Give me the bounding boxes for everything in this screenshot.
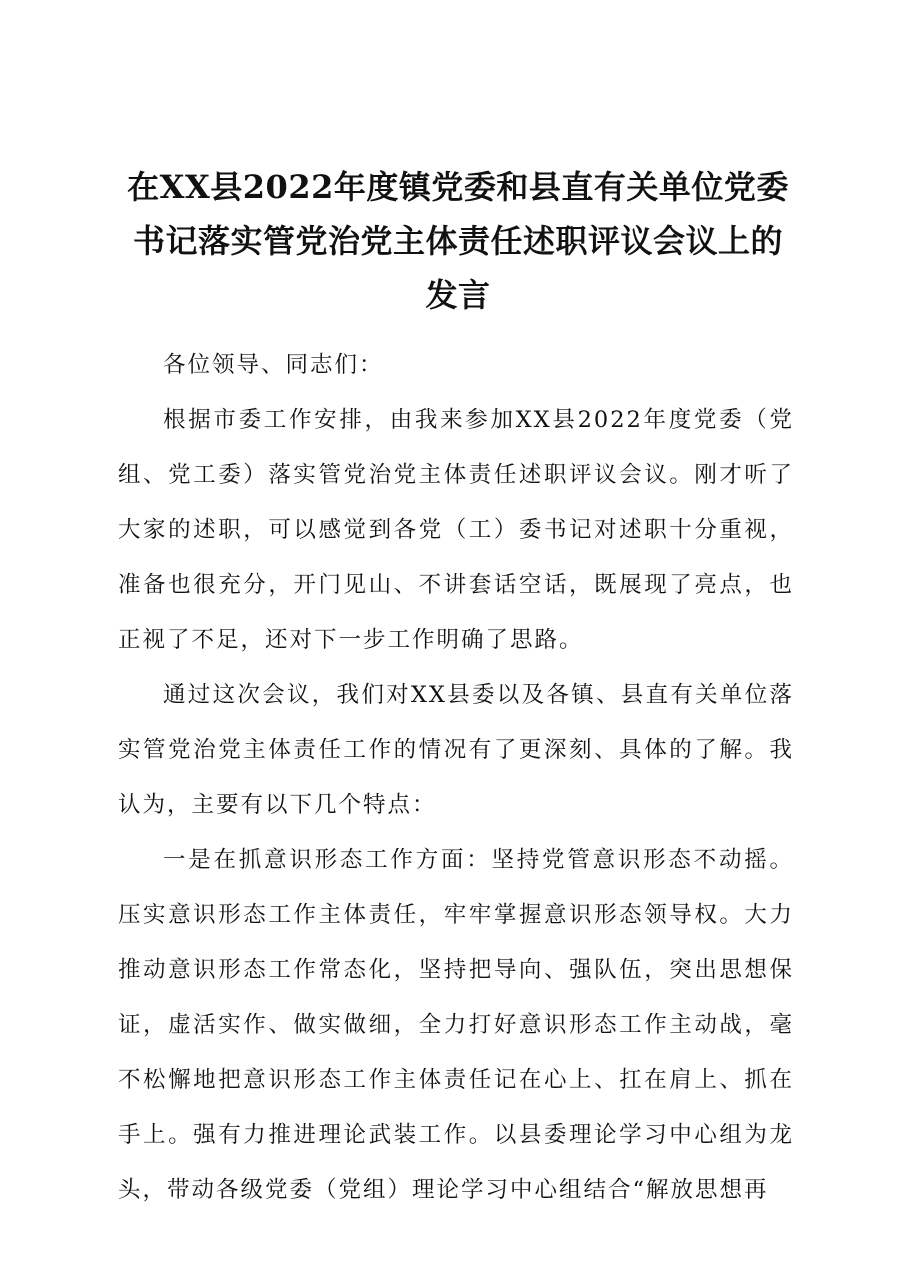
body-paragraph-3: 一是在抓意识形态工作方面：坚持党管意识形态不动摇。压实意识形态工作主体责任，牢牢掌握意识形态领导权。大力推动意识形态工作常态化，坚持把导向、强队伍，突出思想保证，虚活实作、做实做细，全力打好意识形态工作主动战，毫不松懈地把意识形态工作主体责任记在心上、扛在肩上、抓在手上。强有力推进理论武装工作。以县委理论学习中心组为龙头，带动各级党委（党组）理论学习中心组结合“解放思想再 — [118, 847, 794, 1203]
document-title: 在XX县2022年度镇党委和县直有关单位党委书记落实管党治党主体责任述职评议会议上的发言 — [127, 168, 789, 314]
salutation-paragraph: 各位领导、同志们： — [163, 352, 384, 378]
body-paragraph-2: 通过这次会议，我们对XX县委以及各镇、县直有关单位落实管党治党主体责任工作的情况有了更深刻、具体的了解。我认为，主要有以下几个特点： — [118, 682, 794, 818]
document-body — [118, 338, 794, 1218]
body-paragraph-1: 根据市委工作安排，由我来参加XX县2022年度党委（党组、党工委）落实管党治党主体责任述职评议会议。刚才听了大家的述职，可以感觉到各党（工）委书记对述职十分重视，准备也很充分，开门见山、不讲套话空话，既展现了亮点，也正视了不足，还对下一步工作明确了思路。 — [118, 407, 794, 653]
